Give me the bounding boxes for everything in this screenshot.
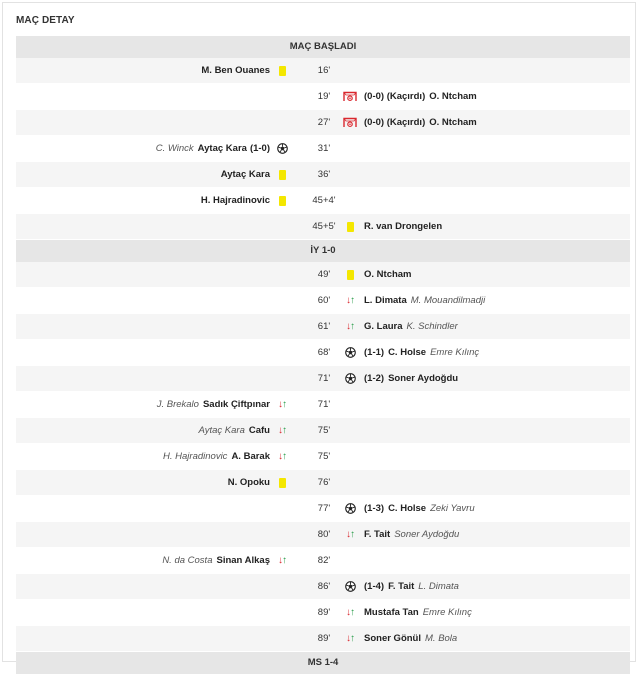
- missed-penalty-icon: [342, 84, 358, 109]
- event-prefix: (1-4): [364, 581, 385, 592]
- player-name: N. Opoku: [227, 477, 270, 488]
- home-event: [201, 188, 290, 213]
- event-minute: 75': [317, 425, 331, 436]
- event-row: [16, 188, 630, 214]
- assist-player: H. Hajradinovic: [163, 451, 228, 462]
- event-row: [16, 522, 630, 548]
- player-name: F. Tait: [388, 581, 415, 592]
- substitution-icon: ↓↑: [346, 321, 354, 332]
- event-minute: 27': [317, 117, 331, 128]
- home-event: [221, 162, 290, 187]
- yellow-card-icon: [274, 470, 290, 495]
- section-label: İY 1-0: [310, 245, 336, 256]
- match-detail-panel: [2, 2, 636, 668]
- yellow-card-icon: [274, 162, 290, 187]
- event-row: [16, 444, 630, 470]
- assist-player: N. da Costa: [162, 555, 213, 566]
- event-row: [16, 340, 630, 366]
- away-event: [342, 522, 459, 547]
- player-name: O. Ntcham: [429, 91, 477, 102]
- event-minute: 60': [317, 295, 331, 306]
- goal-ball-icon: [342, 366, 358, 391]
- goal-ball-icon: [342, 340, 358, 365]
- event-minute: 49': [317, 269, 331, 280]
- event-minute: 89': [317, 633, 331, 644]
- home-event: [228, 470, 290, 495]
- event-minute: 61': [317, 321, 331, 332]
- event-minute: 68': [317, 347, 331, 358]
- event-row: [16, 496, 630, 522]
- player-name: Aytaç Kara: [220, 169, 270, 180]
- yellow-card-icon: [342, 262, 358, 287]
- away-event: [342, 288, 485, 313]
- player-name: H. Hajradinovic: [200, 195, 270, 206]
- event-minute: 71': [317, 399, 331, 410]
- player-name: O. Ntcham: [364, 269, 412, 280]
- event-minute: 82': [317, 555, 331, 566]
- secondary-player: Emre Kılınç: [430, 347, 480, 358]
- event-row: [16, 262, 630, 288]
- event-row: [16, 162, 630, 188]
- player-name: Soner Aydoğdu: [388, 373, 459, 384]
- section-header: [16, 240, 630, 262]
- home-event: [201, 58, 290, 83]
- assist-player: J. Brekalo: [156, 399, 199, 410]
- substitution-icon: ↓↑: [278, 399, 286, 410]
- substitution-icon: ↓↑: [346, 607, 354, 618]
- event-row: [16, 288, 630, 314]
- player-name: Mustafa Tan: [364, 607, 419, 618]
- event-row: [16, 136, 630, 162]
- player-name: C. Holse: [388, 347, 427, 358]
- event-row: [16, 84, 630, 110]
- event-prefix: (1-1): [364, 347, 385, 358]
- substitution-icon: ↓↑: [278, 451, 286, 462]
- home-event: [198, 418, 290, 443]
- missed-penalty-icon: [342, 110, 358, 135]
- event-minute: 45+4': [312, 195, 336, 206]
- event-prefix: (0-0) (Kaçırdı): [364, 117, 426, 128]
- event-minute: 71': [317, 373, 331, 384]
- event-row: [16, 214, 630, 240]
- player-name: R. van Drongelen: [364, 221, 443, 232]
- player-name: A. Barak: [231, 451, 270, 462]
- player-name: G. Laura: [364, 321, 403, 332]
- event-minute: 45+5': [312, 221, 336, 232]
- event-minute: 31': [317, 143, 331, 154]
- section-header: [16, 652, 630, 674]
- away-event: [342, 626, 457, 651]
- event-minute: 77': [317, 503, 331, 514]
- away-event: [342, 314, 458, 339]
- home-event: [157, 392, 290, 417]
- event-minute: 19': [317, 91, 331, 102]
- score: (1-0): [249, 143, 270, 154]
- event-row: [16, 392, 630, 418]
- secondary-player: M. Mouandilmadji: [410, 295, 486, 306]
- away-event: [342, 496, 475, 521]
- player-name: Sinan Alkaş: [216, 555, 270, 566]
- substitution-icon: ↓↑: [346, 295, 354, 306]
- away-event: [342, 262, 412, 287]
- event-row: [16, 626, 630, 652]
- yellow-card-icon: [274, 188, 290, 213]
- substitution-icon: ↓↑: [278, 555, 286, 566]
- goal-ball-icon: [342, 574, 358, 599]
- event-row: [16, 574, 630, 600]
- home-event: [163, 444, 290, 469]
- player-name: Cafu: [248, 425, 270, 436]
- away-event: [342, 214, 442, 239]
- secondary-player: Emre Kılınç: [422, 607, 472, 618]
- home-event: [156, 136, 290, 161]
- event-minute: 75': [317, 451, 331, 462]
- section-label: MAÇ BAŞLADI: [289, 41, 357, 52]
- away-event: [342, 366, 458, 391]
- away-event: [342, 340, 479, 365]
- event-minute: 16': [317, 65, 331, 76]
- player-name: M. Ben Ouanes: [201, 65, 270, 76]
- away-event: [342, 84, 477, 109]
- player-name: C. Holse: [388, 503, 427, 514]
- assist-player: Aytaç Kara: [198, 425, 245, 436]
- event-row: [16, 314, 630, 340]
- away-event: [342, 600, 472, 625]
- secondary-player: Soner Aydoğdu: [394, 529, 460, 540]
- event-row: [16, 470, 630, 496]
- match-events-table: [16, 36, 630, 674]
- substitution-icon: ↓↑: [278, 425, 286, 436]
- player-name: L. Dimata: [364, 295, 407, 306]
- goal-ball-icon: [342, 496, 358, 521]
- event-prefix: (1-2): [364, 373, 385, 384]
- event-row: [16, 110, 630, 136]
- section-label: MS 1-4: [307, 657, 339, 668]
- section-header: [16, 36, 630, 58]
- event-row: [16, 418, 630, 444]
- event-prefix: (1-3): [364, 503, 385, 514]
- player-name: Aytaç Kara: [197, 143, 247, 154]
- substitution-icon: ↓↑: [346, 529, 354, 540]
- player-name: Soner Gönül: [364, 633, 421, 644]
- player-name: Sadık Çiftpınar: [202, 399, 270, 410]
- event-row: [16, 548, 630, 574]
- event-row: [16, 600, 630, 626]
- event-row: [16, 58, 630, 84]
- yellow-card-icon: [274, 58, 290, 83]
- away-event: [342, 574, 459, 599]
- away-event: [342, 110, 477, 135]
- player-name: F. Tait: [364, 529, 391, 540]
- assist-player: C. Winck: [155, 143, 194, 154]
- home-event: [162, 548, 290, 573]
- event-minute: 36': [317, 169, 331, 180]
- event-minute: 80': [317, 529, 331, 540]
- goal-ball-icon: [274, 136, 290, 161]
- event-minute: 89': [317, 607, 331, 618]
- substitution-icon: ↓↑: [346, 633, 354, 644]
- event-prefix: (0-0) (Kaçırdı): [364, 91, 426, 102]
- event-minute: 86': [317, 581, 331, 592]
- player-name: O. Ntcham: [429, 117, 477, 128]
- panel-title: MAÇ DETAY: [16, 15, 75, 26]
- secondary-player: M. Bola: [425, 633, 458, 644]
- secondary-player: K. Schindler: [406, 321, 458, 332]
- event-minute: 76': [317, 477, 331, 488]
- yellow-card-icon: [342, 214, 358, 239]
- secondary-player: Zeki Yavru: [430, 503, 475, 514]
- event-row: [16, 366, 630, 392]
- secondary-player: L. Dimata: [418, 581, 459, 592]
